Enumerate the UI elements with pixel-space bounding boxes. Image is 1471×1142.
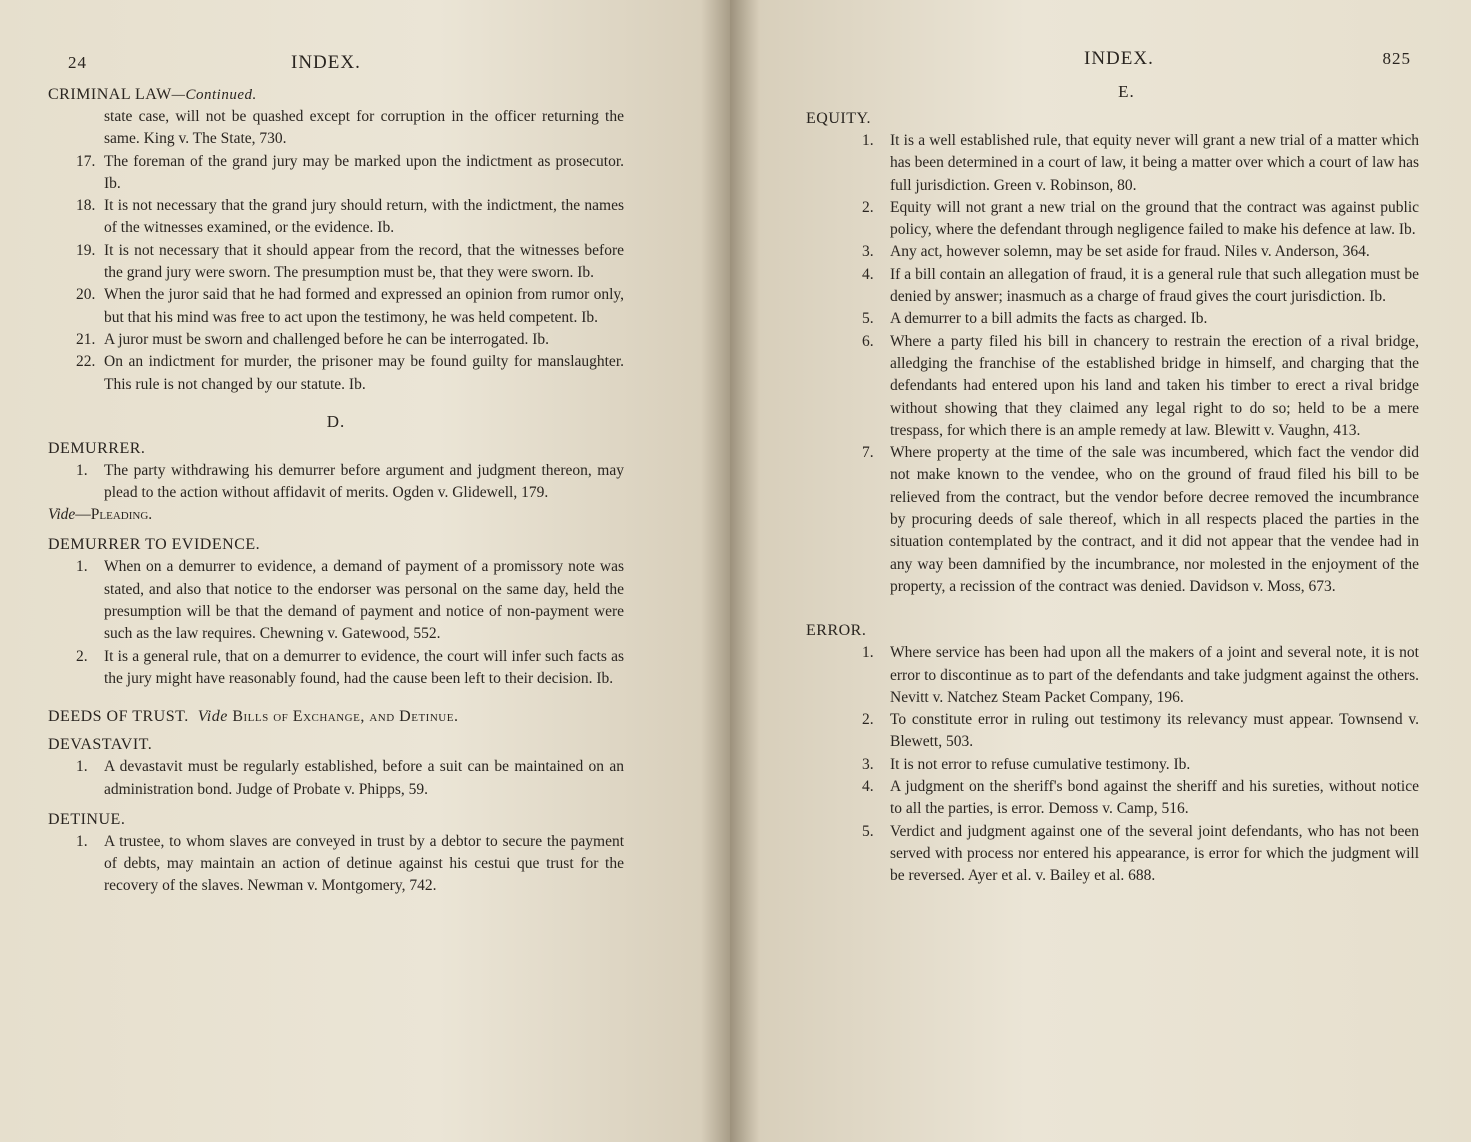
index-entry: [834, 642, 1419, 709]
demurrer-evidence-entries: [48, 556, 624, 690]
index-entry: [48, 460, 624, 505]
section-letter-d: D.: [326, 411, 346, 431]
index-entry: [48, 556, 624, 645]
heading-detinue: DETINUE.: [48, 810, 126, 828]
heading-demurrer: DEMURRER.: [48, 439, 146, 457]
devastavit-entries: [48, 756, 624, 801]
criminal-law-entries: [48, 151, 624, 396]
entry-text: The party withdrawing his demurrer before argument and judgment thereon, may plead to the action without affidavit of merits. Ogden v. Glidewell, 179.: [104, 461, 624, 502]
entry-text: When on a demurrer to evidence, a demand of payment of a promissory note was stated, and also that notice to the endorser was personal on the same day, held the presumption will be that the demand of payment and notice of non-payment were such as the law requires. Chewning v. Gatewood, 552.: [104, 558, 624, 643]
index-entry: [48, 151, 624, 196]
index-entry: [834, 197, 1419, 242]
page-number: 825: [1382, 49, 1411, 68]
entry-number: 1.: [862, 132, 874, 149]
index-entry: [48, 284, 624, 329]
entry-text: When the juror said that he had formed and expressed an opinion from rumor only, but that his mind was free to act upon the testimony, he was held competent. Ib.: [104, 286, 624, 326]
right-running-head: [834, 48, 1419, 76]
heading-error: ERROR.: [806, 622, 867, 640]
left-page: [0, 0, 730, 1142]
entry-number: 17.: [76, 152, 96, 170]
index-entry: [48, 195, 624, 240]
left-running-head: [48, 52, 624, 80]
index-entry: [48, 351, 624, 396]
entry-number: 1.: [76, 832, 88, 850]
entry-number: 5.: [862, 310, 874, 328]
entry-text: Where service has been had upon all the makers of a joint and several note, it is not error to discontinue as to part of the defendants and take judgment against the others. Nevitt v. Natchez Steam Packet Company, 196.: [890, 644, 1419, 706]
entry-number: 5.: [862, 822, 874, 840]
running-head-title: INDEX.: [291, 52, 361, 73]
vide-ref: —Pleading.: [75, 506, 153, 524]
heading-text: CRIMINAL LAW: [48, 86, 172, 103]
index-entry: [834, 709, 1419, 754]
entry-number: 2.: [862, 711, 874, 729]
vide-label: Vide: [197, 708, 228, 726]
index-entry: [834, 130, 1419, 197]
running-head-title: INDEX.: [1084, 48, 1154, 69]
index-entry: [48, 756, 624, 801]
equity-entries: [834, 130, 1419, 598]
vide-ref: Bills of Exchange, and Detinue.: [232, 708, 459, 726]
index-entry: [834, 264, 1419, 309]
entry-number: 7.: [862, 444, 874, 462]
entry-text: It is not error to refuse cumulative testimony. Ib.: [890, 755, 1191, 773]
entry-text: Where property at the time of the sale was incumbered, which fact the vendor did not make known to the vendee, who on the ground of fraud filed his bill to be relieved from the contract, but the vendor before decree removed the incumbrance by procuring deeds of sale thereof, which in all respects placed the parties in the situation contemplated by the contract, and it did not appear that the vendee had in any way been damnified by the incumbrance, nor molested in the enjoyment of the property, a recission of the contract was denied. Davidson v. Moss, 673.: [890, 444, 1419, 595]
heading-text: DEEDS OF TRUST.: [48, 708, 189, 726]
entry-number: 22.: [76, 353, 96, 371]
entry-text: The foreman of the grand jury may be marked upon the indictment as prosecutor. Ib.: [104, 152, 624, 192]
section-letter-e: E.: [1118, 82, 1135, 101]
entry-text: It is a well established rule, that equity never will grant a new trial of a matter which has been determined in a court of law, it being a matter over which a court of law has full jurisdiction. Green v. Robinson, 80.: [890, 132, 1419, 194]
index-entry: [48, 329, 624, 351]
index-entry: [48, 831, 624, 898]
right-page: [730, 0, 1471, 1142]
entry-number: 18.: [76, 197, 96, 215]
index-entry: [834, 776, 1419, 821]
entry-number: 20.: [76, 286, 96, 304]
page-number: 24: [68, 53, 87, 72]
entry-text: It is not necessary that the grand jury should return, with the indictment, the names of the witnesses examined, or the evidence. Ib.: [104, 197, 624, 237]
continued-label: —Continued.: [171, 87, 257, 103]
entry-text: A demurrer to a bill admits the facts as charged. Ib.: [890, 310, 1208, 328]
entry-text: A judgment on the sheriff's bond against the sheriff and his sureties, without notice to all the parties, is error. Demoss v. Camp, 516.: [890, 778, 1419, 818]
entry-number: 1.: [76, 461, 88, 479]
heading-devastavit: DEVASTAVIT.: [48, 736, 153, 754]
heading-demurrer-to-evidence: DEMURRER TO EVIDENCE.: [48, 536, 261, 554]
index-entry: [834, 821, 1419, 888]
entry-number: 4.: [862, 265, 874, 283]
detinue-entries: [48, 831, 624, 898]
entry-number: 19.: [76, 241, 96, 259]
entry-text: Equity will not grant a new trial on the ground that the contract was against public policy, where the defendant through negligence failed to make his defence at law. Ib.: [890, 198, 1419, 239]
index-entry: [834, 308, 1419, 330]
entry-text: A juror must be sworn and challenged before he can be interrogated. Ib.: [104, 330, 550, 348]
entry-number: 21.: [76, 330, 96, 348]
entry-text: A trustee, to whom slaves are conveyed in trust by a debtor to secure the payment of debts, may maintain an action of detinue against his cestui que trust for the recovery of the slaves. Newman v. Montgomery, 742.: [104, 832, 624, 895]
entry-text: Verdict and judgment against one of the several joint defendants, who has not been served with process nor entered his appearance, is error for which the judgment will be reversed. Ayer et al. v. Bailey et al. 688.: [890, 822, 1419, 885]
entry-text: On an indictment for murder, the prisoner may be found guilty for manslaughter. This rule is not changed by our statute. Ib.: [104, 353, 624, 393]
entry-text: It is a general rule, that on a demurrer to evidence, the court will infer such facts as the jury might have reasonably found, had the cause been left to their decision. Ib.: [104, 647, 624, 687]
entry-text: Any act, however solemn, may be set aside for fraud. Niles v. Anderson, 364.: [890, 243, 1370, 261]
entry-number: 3.: [862, 243, 874, 261]
entry-number: 2.: [76, 647, 88, 665]
index-entry: [48, 646, 624, 691]
heading-criminal-law: [48, 86, 624, 104]
entry-number: 2.: [862, 198, 874, 216]
index-entry: [834, 442, 1419, 598]
entry-number: 3.: [862, 755, 874, 773]
heading-equity: EQUITY.: [806, 110, 871, 127]
entry-number: 1.: [76, 758, 88, 776]
entry-number: 1.: [862, 644, 874, 662]
index-entry: [834, 754, 1419, 776]
entry-number: 1.: [76, 558, 88, 576]
heading-deeds-of-trust: [48, 708, 624, 726]
index-entry: [48, 240, 624, 285]
entry-text: Where a party filed his bill in chancery to restrain the erection of a rival bridge, alledging the franchise of the established bridge in himself, and charging that the defendants had entered upon his land and taken his timber to erect a rival bridge without showing that they claimed any legal right to do so; held to be a mere trespass, for which there is an ample remedy at law. Blewitt v. Vaughn, 413.: [890, 332, 1419, 439]
entry-text: To constitute error in ruling out testimony its relevancy must appear. Townsend v. Blewett, 503.: [890, 711, 1419, 751]
entry-text: If a bill contain an allegation of fraud, it is a general rule that such allegation must be denied by answer; inasmuch as a charge of fraud gives the court jurisdiction. Ib.: [890, 265, 1419, 306]
vide-label: Vide: [48, 506, 76, 524]
entry-text: It is not necessary that it should appear from the record, that the witnesses before the grand jury were sworn. The presumption must be, that they were sworn. Ib.: [104, 241, 624, 282]
entry-number: 6.: [862, 332, 874, 350]
continued-text: state case, will not be quashed except for corruption in the officer returning the same. King v. The State, 730.: [104, 108, 624, 148]
entry-text: A devastavit must be regularly established, before a suit can be maintained on an administration bond. Judge of Probate v. Phipps, 59.: [104, 758, 624, 798]
demurrer-entries: [48, 460, 624, 505]
error-entries: [834, 642, 1419, 887]
demurrer-vide: [48, 504, 624, 526]
index-entry: [834, 331, 1419, 442]
index-entry: [834, 241, 1419, 263]
entry-number: 4.: [862, 778, 874, 796]
